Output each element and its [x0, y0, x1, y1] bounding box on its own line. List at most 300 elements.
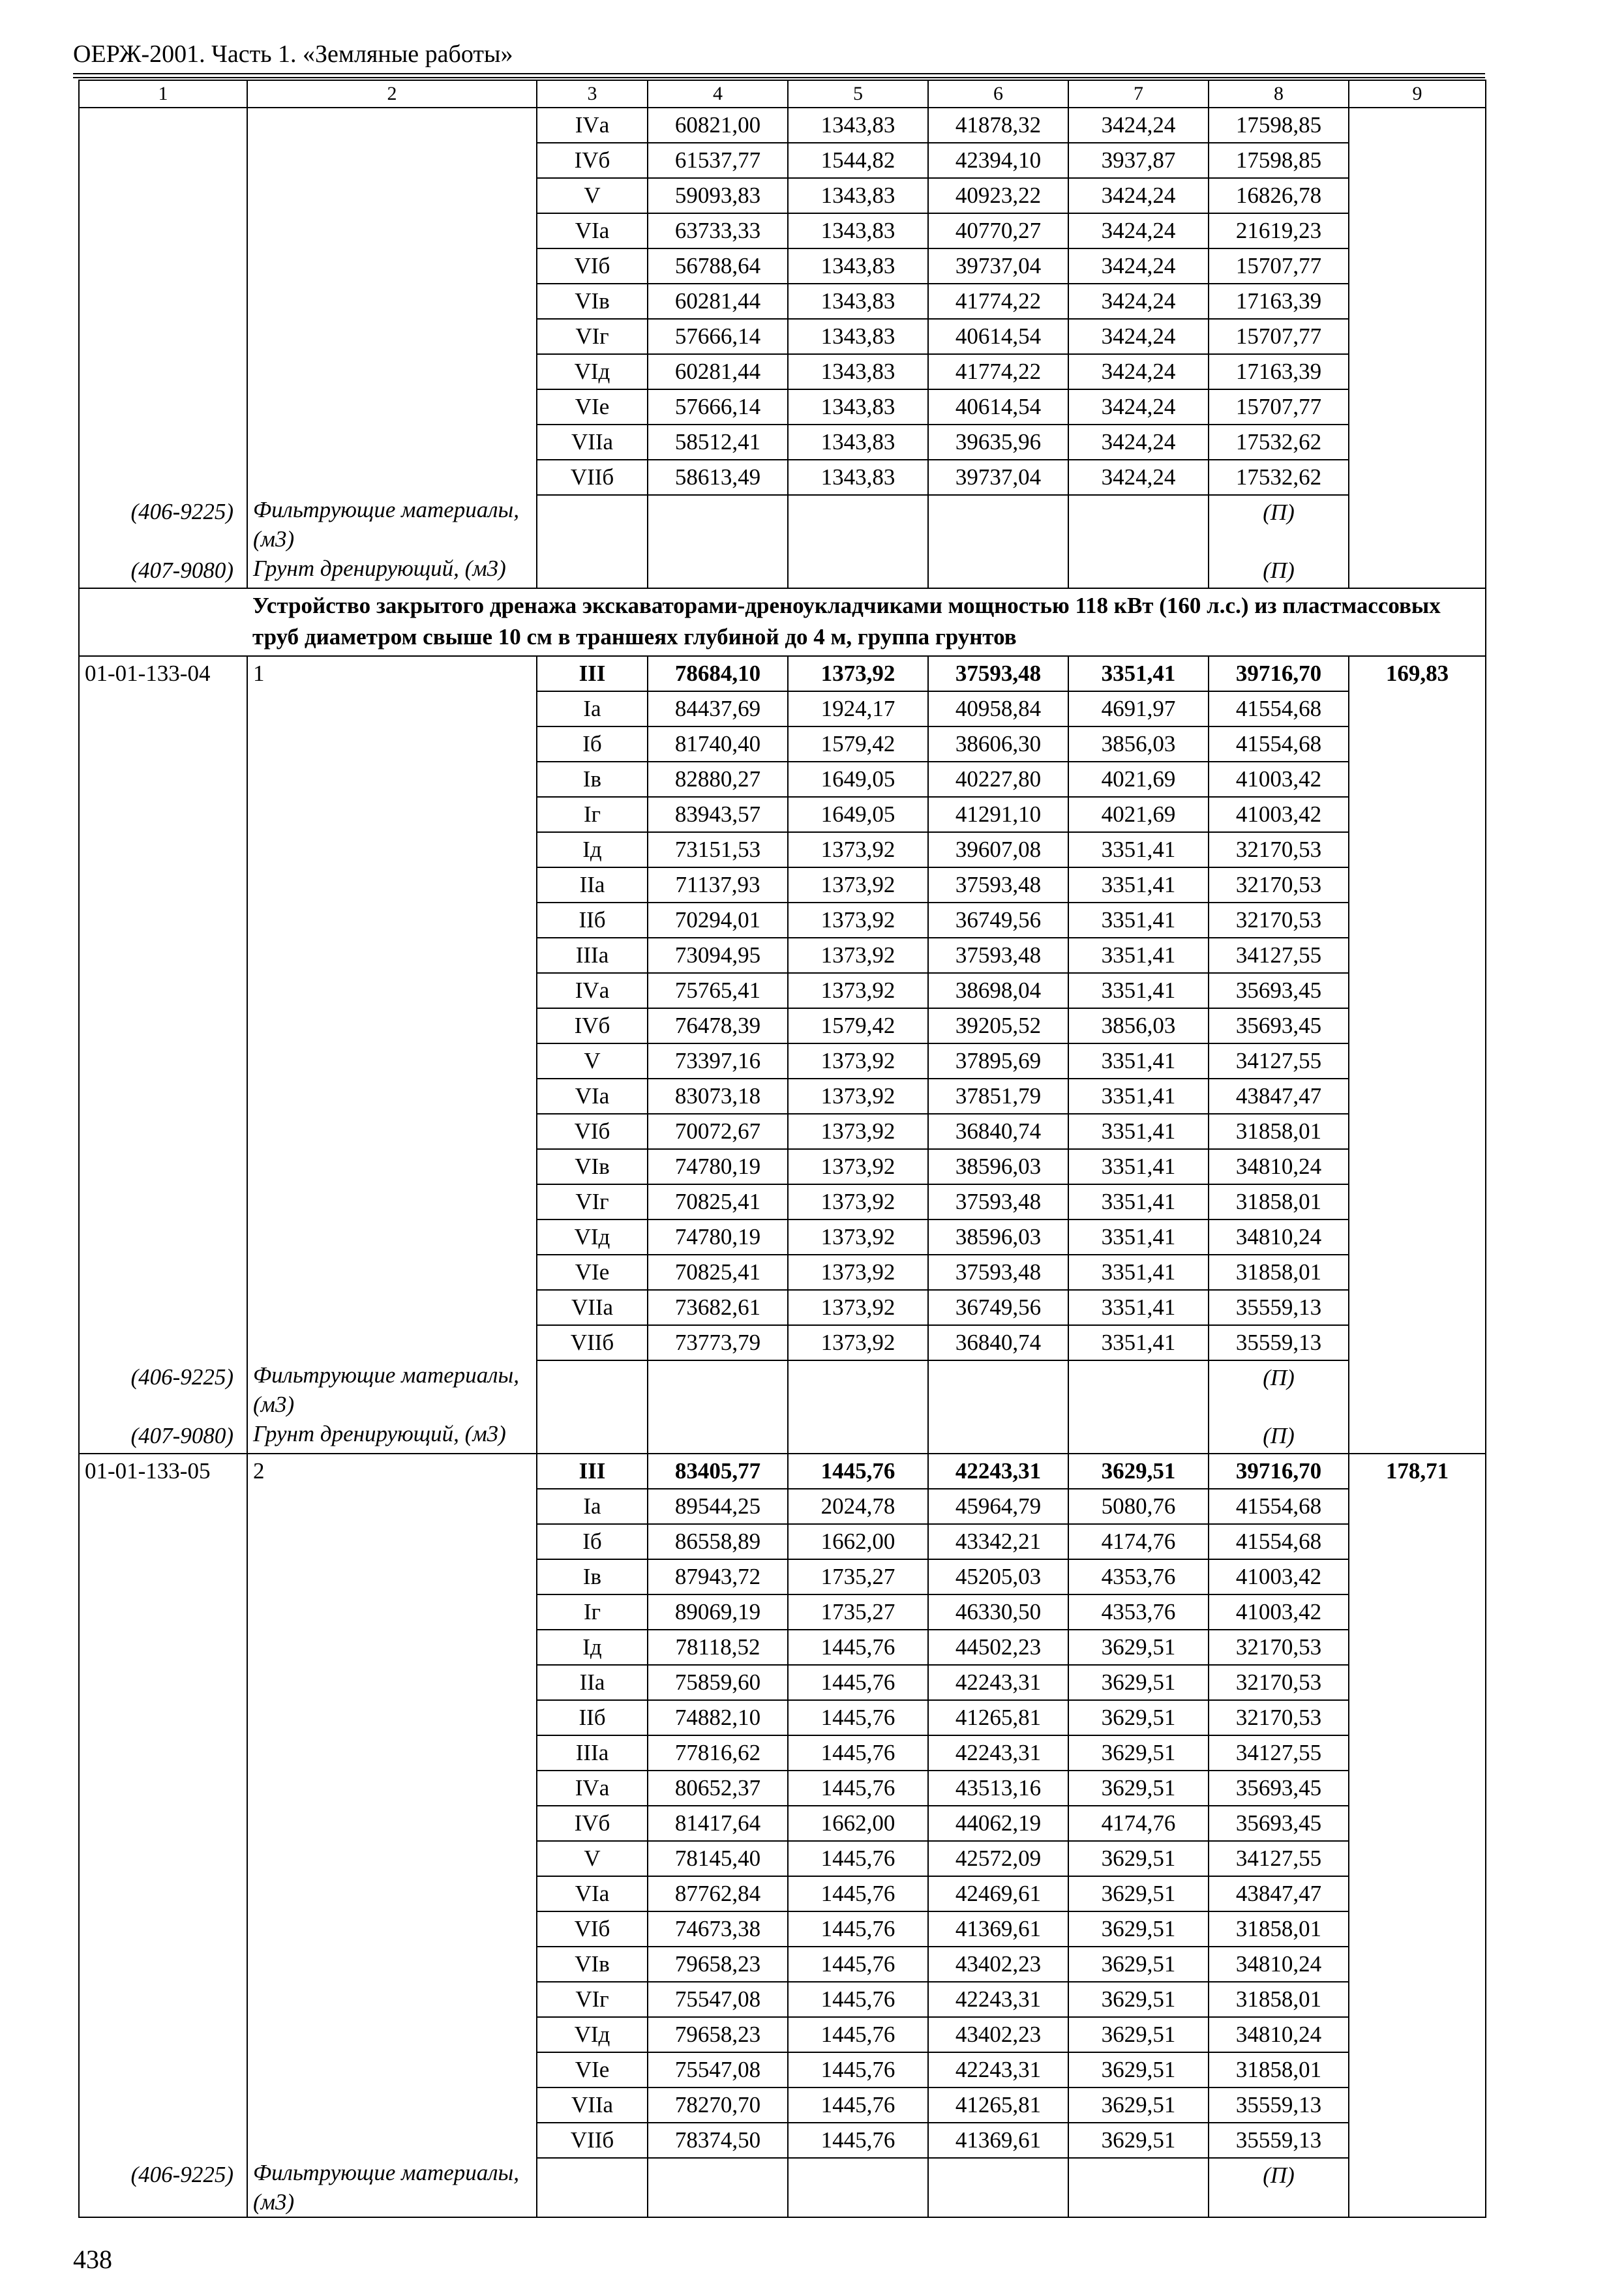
- value-cell: 60821,00: [648, 108, 788, 143]
- value-cell: 74673,38: [648, 1911, 788, 1947]
- empty-cell: [79, 1524, 247, 1559]
- soil-category: VIIб: [537, 460, 648, 495]
- table-row: [79, 1290, 1486, 1325]
- value-cell: 61537,77: [648, 143, 788, 178]
- soil-category: VIв: [537, 1149, 648, 1184]
- soil-category: IIIа: [537, 1735, 648, 1771]
- empty-cell: [247, 1325, 537, 1360]
- soil-category: V: [537, 178, 648, 213]
- value-cell: 78145,40: [648, 1841, 788, 1876]
- empty-cell: [247, 1594, 537, 1630]
- value-cell: 41003,42: [1209, 1594, 1349, 1630]
- table-row: [79, 867, 1486, 903]
- empty-cell: [1349, 1043, 1486, 1079]
- table-row: [79, 178, 1486, 213]
- material-mark: (П): [1209, 1419, 1349, 1454]
- empty-cell: [1349, 2123, 1486, 2158]
- material-row: [79, 554, 1486, 588]
- empty-cell: [79, 903, 247, 938]
- material-code: (406-9225): [79, 495, 247, 554]
- empty-cell: [1349, 1419, 1486, 1454]
- empty-cell: [79, 2123, 247, 2158]
- value-cell: 1373,92: [788, 1043, 928, 1079]
- empty-cell: [79, 1008, 247, 1043]
- empty-cell: [79, 797, 247, 832]
- table-row: [79, 1594, 1486, 1630]
- empty-cell: [247, 143, 537, 178]
- column-number: 2: [247, 80, 537, 108]
- value-cell: 1343,83: [788, 354, 928, 389]
- value-cell: 43402,23: [928, 2017, 1068, 2052]
- value-cell: 3351,41: [1068, 1290, 1209, 1325]
- empty-cell: [79, 108, 247, 143]
- value-cell: 38596,03: [928, 1219, 1068, 1255]
- empty-cell: [648, 495, 788, 554]
- empty-cell: [79, 2017, 247, 2052]
- empty-cell: [79, 1982, 247, 2017]
- material-mark: (П): [1209, 554, 1349, 588]
- soil-category: Iб: [537, 726, 648, 762]
- table-row: [79, 1876, 1486, 1911]
- empty-cell: [247, 1947, 537, 1982]
- soil-category: VIб: [537, 248, 648, 284]
- value-cell: 32170,53: [1209, 1700, 1349, 1735]
- value-cell: 1445,76: [788, 1665, 928, 1700]
- material-code: (407-9080): [79, 1419, 247, 1454]
- value-cell: 70825,41: [648, 1184, 788, 1219]
- value-cell: 42243,31: [928, 1735, 1068, 1771]
- empty-cell: [1349, 319, 1486, 354]
- value-cell: 42243,31: [928, 1982, 1068, 2017]
- value-cell: 3424,24: [1068, 108, 1209, 143]
- soil-category: IVб: [537, 143, 648, 178]
- value-cell: 1445,76: [788, 1876, 928, 1911]
- soil-category: Iд: [537, 832, 648, 867]
- empty-cell: [1349, 1489, 1486, 1524]
- value-cell: 34127,55: [1209, 1043, 1349, 1079]
- page-number: 438: [73, 2245, 112, 2274]
- rate-code: 01-01-133-04: [79, 656, 247, 691]
- empty-cell: [247, 1630, 537, 1665]
- empty-cell: [247, 1008, 537, 1043]
- empty-cell: [1349, 867, 1486, 903]
- column-number: 5: [788, 80, 928, 108]
- value-cell: 3629,51: [1068, 1771, 1209, 1806]
- value-cell: 4174,76: [1068, 1806, 1209, 1841]
- value-cell: 41265,81: [928, 2087, 1068, 2123]
- soil-category: VIе: [537, 1255, 648, 1290]
- value-cell: 1445,76: [788, 1947, 928, 1982]
- soil-category: VIIа: [537, 1290, 648, 1325]
- empty-cell: [1349, 1735, 1486, 1771]
- value-cell: 1445,76: [788, 2087, 928, 2123]
- empty-cell: [648, 1419, 788, 1454]
- value-cell: 1445,76: [788, 1735, 928, 1771]
- table-row: [79, 1454, 1486, 1489]
- empty-cell: [1349, 1700, 1486, 1735]
- empty-cell: [79, 213, 247, 248]
- value-cell: 3629,51: [1068, 1665, 1209, 1700]
- value-cell: 3351,41: [1068, 1255, 1209, 1290]
- header-rule: [73, 73, 1485, 78]
- empty-cell: [788, 1419, 928, 1454]
- value-cell: 44062,19: [928, 1806, 1068, 1841]
- empty-cell: [1349, 143, 1486, 178]
- soil-category: VIд: [537, 2017, 648, 2052]
- soil-category: Iд: [537, 1630, 648, 1665]
- value-cell: 43342,21: [928, 1524, 1068, 1559]
- empty-cell: [1349, 726, 1486, 762]
- value-cell: 1373,92: [788, 1079, 928, 1114]
- value-cell: 1373,92: [788, 973, 928, 1008]
- table-row: [79, 1489, 1486, 1524]
- value-cell: 70294,01: [648, 903, 788, 938]
- material-name: Грунт дренирующий, (м3): [247, 1419, 537, 1454]
- empty-cell: [79, 1841, 247, 1876]
- value-cell: 1445,76: [788, 1700, 928, 1735]
- value-cell: 74780,19: [648, 1219, 788, 1255]
- value-cell: 42469,61: [928, 1876, 1068, 1911]
- value-cell: 4353,76: [1068, 1594, 1209, 1630]
- table-row: [79, 1735, 1486, 1771]
- column-number: 3: [537, 80, 648, 108]
- empty-cell: [247, 248, 537, 284]
- soil-category: III: [537, 656, 648, 691]
- value-cell: 42572,09: [928, 1841, 1068, 1876]
- value-cell: 43513,16: [928, 1771, 1068, 1806]
- empty-cell: [1349, 1559, 1486, 1594]
- empty-cell: [1349, 108, 1486, 143]
- value-cell: 17598,85: [1209, 143, 1349, 178]
- empty-cell: [928, 495, 1068, 554]
- table-row: [79, 1665, 1486, 1700]
- empty-cell: [1068, 1419, 1209, 1454]
- empty-cell: [247, 726, 537, 762]
- value-cell: 86558,89: [648, 1524, 788, 1559]
- value-cell: 41774,22: [928, 354, 1068, 389]
- soil-category: Iб: [537, 1524, 648, 1559]
- empty-cell: [79, 1665, 247, 1700]
- value-cell: 37851,79: [928, 1079, 1068, 1114]
- material-row: [79, 2158, 1486, 2217]
- value-cell: 39737,04: [928, 248, 1068, 284]
- value-cell: 17598,85: [1209, 108, 1349, 143]
- value-cell: 74882,10: [648, 1700, 788, 1735]
- value-cell: 40614,54: [928, 319, 1068, 354]
- value-cell: 41554,68: [1209, 726, 1349, 762]
- soil-category: VIв: [537, 284, 648, 319]
- soil-category: VIIа: [537, 425, 648, 460]
- empty-cell: [247, 1219, 537, 1255]
- value-cell: 60281,44: [648, 284, 788, 319]
- value-cell: 17532,62: [1209, 460, 1349, 495]
- value-cell: 58613,49: [648, 460, 788, 495]
- soil-category: IVа: [537, 108, 648, 143]
- soil-category: VIа: [537, 213, 648, 248]
- empty-cell: [1349, 213, 1486, 248]
- empty-cell: [1349, 903, 1486, 938]
- empty-cell: [1349, 178, 1486, 213]
- value-cell: 1662,00: [788, 1524, 928, 1559]
- table-row: [79, 1630, 1486, 1665]
- empty-cell: [1068, 2158, 1209, 2217]
- empty-cell: [247, 797, 537, 832]
- table-row: [79, 1700, 1486, 1735]
- empty-cell: [247, 1700, 537, 1735]
- value-cell: 1373,92: [788, 1255, 928, 1290]
- value-cell: 87762,84: [648, 1876, 788, 1911]
- value-cell: 3629,51: [1068, 2052, 1209, 2087]
- value-cell: 70072,67: [648, 1114, 788, 1149]
- empty-cell: [79, 319, 247, 354]
- empty-cell: [79, 2052, 247, 2087]
- value-cell: 4174,76: [1068, 1524, 1209, 1559]
- table-row: [79, 1114, 1486, 1149]
- empty-cell: [247, 691, 537, 726]
- value-cell: 41554,68: [1209, 1524, 1349, 1559]
- value-cell: 74780,19: [648, 1149, 788, 1184]
- soil-category: VIIб: [537, 2123, 648, 2158]
- table-row: [79, 1911, 1486, 1947]
- value-cell: 1343,83: [788, 108, 928, 143]
- soil-category: VIIб: [537, 1325, 648, 1360]
- value-cell: 89069,19: [648, 1594, 788, 1630]
- empty-cell: [247, 1255, 537, 1290]
- value-cell: 57666,14: [648, 319, 788, 354]
- material-row: [79, 1360, 1486, 1419]
- empty-cell: [247, 2017, 537, 2052]
- table-row: [79, 2087, 1486, 2123]
- value-cell: 42394,10: [928, 143, 1068, 178]
- empty-cell: [79, 2087, 247, 2123]
- value-cell: 73773,79: [648, 1325, 788, 1360]
- table-row: [79, 1043, 1486, 1079]
- value-cell: 82880,27: [648, 762, 788, 797]
- value-cell: 39737,04: [928, 460, 1068, 495]
- value-cell: 76478,39: [648, 1008, 788, 1043]
- soil-group: 2: [247, 1454, 537, 1489]
- empty-cell: [1349, 2017, 1486, 2052]
- empty-cell: [1349, 1841, 1486, 1876]
- empty-cell: [648, 1360, 788, 1419]
- soil-category: VIа: [537, 1079, 648, 1114]
- table-row: [79, 460, 1486, 495]
- empty-cell: [247, 1489, 537, 1524]
- empty-cell: [1349, 1008, 1486, 1043]
- value-cell: 3629,51: [1068, 1700, 1209, 1735]
- value-cell: 36840,74: [928, 1114, 1068, 1149]
- soil-category: VIб: [537, 1114, 648, 1149]
- empty-cell: [247, 425, 537, 460]
- soil-category: IVа: [537, 973, 648, 1008]
- soil-category: VIг: [537, 1184, 648, 1219]
- soil-category: Iа: [537, 691, 648, 726]
- value-cell: 70825,41: [648, 1255, 788, 1290]
- value-cell: 46330,50: [928, 1594, 1068, 1630]
- value-cell: 1373,92: [788, 903, 928, 938]
- value-cell: 3629,51: [1068, 1876, 1209, 1911]
- value-cell: 41554,68: [1209, 691, 1349, 726]
- value-cell: 45205,03: [928, 1559, 1068, 1594]
- value-cell: 3424,24: [1068, 354, 1209, 389]
- value-cell: 37593,48: [928, 656, 1068, 691]
- empty-cell: [79, 691, 247, 726]
- empty-cell: [79, 460, 247, 495]
- value-cell: 1662,00: [788, 1806, 928, 1841]
- value-cell: 4353,76: [1068, 1559, 1209, 1594]
- value-cell: 3351,41: [1068, 1184, 1209, 1219]
- empty-cell: [247, 762, 537, 797]
- value-cell: 34810,24: [1209, 1149, 1349, 1184]
- empty-cell: [247, 2087, 537, 2123]
- empty-cell: [1349, 2087, 1486, 2123]
- value-cell: 1373,92: [788, 1184, 928, 1219]
- soil-category: IIIа: [537, 938, 648, 973]
- table-row: [79, 1219, 1486, 1255]
- section-title-row: [79, 588, 1486, 656]
- empty-cell: [537, 1419, 648, 1454]
- value-cell: 34810,24: [1209, 1947, 1349, 1982]
- value-cell: 35693,45: [1209, 1008, 1349, 1043]
- table-row: [79, 1079, 1486, 1114]
- value-cell: 81417,64: [648, 1806, 788, 1841]
- table-row: [79, 2017, 1486, 2052]
- table-row: [79, 2123, 1486, 2158]
- value-cell: 41774,22: [928, 284, 1068, 319]
- soil-category: VIе: [537, 2052, 648, 2087]
- value-cell: 57666,14: [648, 389, 788, 425]
- value-cell: 32170,53: [1209, 1630, 1349, 1665]
- value-cell: 34127,55: [1209, 1841, 1349, 1876]
- value-cell: 1649,05: [788, 797, 928, 832]
- value-cell: 3351,41: [1068, 1079, 1209, 1114]
- value-cell: 1445,76: [788, 2052, 928, 2087]
- value-cell: 79658,23: [648, 1947, 788, 1982]
- value-cell: 1445,76: [788, 1454, 928, 1489]
- empty-cell: [79, 1594, 247, 1630]
- value-cell: 1343,83: [788, 319, 928, 354]
- empty-cell: [788, 495, 928, 554]
- empty-cell: [247, 1149, 537, 1184]
- table-row: [79, 1255, 1486, 1290]
- value-cell: 35559,13: [1209, 1290, 1349, 1325]
- value-cell: 2024,78: [788, 1489, 928, 1524]
- table-row: [79, 1008, 1486, 1043]
- value-cell: 78374,50: [648, 2123, 788, 2158]
- empty-cell: [247, 1876, 537, 1911]
- table-row: [79, 143, 1486, 178]
- soil-category: IIа: [537, 867, 648, 903]
- empty-cell: [648, 554, 788, 588]
- value-cell: 34810,24: [1209, 1219, 1349, 1255]
- empty-cell: [79, 1184, 247, 1219]
- table-row: [79, 354, 1486, 389]
- empty-cell: [537, 495, 648, 554]
- empty-cell: [79, 284, 247, 319]
- value-cell: 1373,92: [788, 832, 928, 867]
- material-code: (406-9225): [79, 1360, 247, 1419]
- value-cell: 3629,51: [1068, 1454, 1209, 1489]
- table-row: [79, 903, 1486, 938]
- soil-category: VIг: [537, 319, 648, 354]
- value-cell: 3351,41: [1068, 1219, 1209, 1255]
- table-row: [79, 2052, 1486, 2087]
- empty-cell: [1349, 1524, 1486, 1559]
- value-cell: 40958,84: [928, 691, 1068, 726]
- value-cell: 41369,61: [928, 2123, 1068, 2158]
- empty-cell: [1349, 762, 1486, 797]
- value-cell: 41554,68: [1209, 1489, 1349, 1524]
- value-cell: 4021,69: [1068, 762, 1209, 797]
- column-number: 8: [1209, 80, 1349, 108]
- empty-cell: [537, 1360, 648, 1419]
- value-cell: 5080,76: [1068, 1489, 1209, 1524]
- table-row: [79, 284, 1486, 319]
- soil-category: IIа: [537, 1665, 648, 1700]
- value-cell: 32170,53: [1209, 867, 1349, 903]
- empty-cell: [247, 389, 537, 425]
- empty-cell: [1349, 1876, 1486, 1911]
- table-row: [79, 425, 1486, 460]
- empty-cell: [928, 1419, 1068, 1454]
- empty-cell: [1349, 389, 1486, 425]
- table-row: [79, 726, 1486, 762]
- value-cell: 73682,61: [648, 1290, 788, 1325]
- table-row: [79, 938, 1486, 973]
- soil-category: VIIа: [537, 2087, 648, 2123]
- empty-cell: [1349, 1255, 1486, 1290]
- empty-cell: [247, 1771, 537, 1806]
- value-cell: 80652,37: [648, 1771, 788, 1806]
- value-cell: 1735,27: [788, 1559, 928, 1594]
- empty-cell: [1349, 1325, 1486, 1360]
- labor-cost: 169,83: [1349, 656, 1486, 691]
- value-cell: 3937,87: [1068, 143, 1209, 178]
- value-cell: 73094,95: [648, 938, 788, 973]
- value-cell: 3351,41: [1068, 1043, 1209, 1079]
- empty-cell: [79, 425, 247, 460]
- empty-cell: [247, 832, 537, 867]
- table-row: [79, 1184, 1486, 1219]
- value-cell: 73151,53: [648, 832, 788, 867]
- empty-cell: [928, 1360, 1068, 1419]
- empty-cell: [79, 973, 247, 1008]
- table-row: [79, 1524, 1486, 1559]
- column-number: 6: [928, 80, 1068, 108]
- empty-cell: [1349, 1594, 1486, 1630]
- empty-cell: [247, 460, 537, 495]
- value-cell: 1445,76: [788, 2123, 928, 2158]
- soil-category: VIб: [537, 1911, 648, 1947]
- value-cell: 39716,70: [1209, 1454, 1349, 1489]
- empty-cell: [1349, 2158, 1486, 2217]
- soil-category: VIд: [537, 1219, 648, 1255]
- value-cell: 75859,60: [648, 1665, 788, 1700]
- material-code: (407-9080): [79, 554, 247, 588]
- table-row: [79, 797, 1486, 832]
- value-cell: 1445,76: [788, 1841, 928, 1876]
- value-cell: 1924,17: [788, 691, 928, 726]
- material-name: Фильтрующие материалы, (м3): [247, 495, 537, 554]
- value-cell: 79658,23: [648, 2017, 788, 2052]
- value-cell: 56788,64: [648, 248, 788, 284]
- value-cell: 78684,10: [648, 656, 788, 691]
- empty-cell: [79, 1806, 247, 1841]
- value-cell: 75547,08: [648, 1982, 788, 2017]
- empty-cell: [247, 354, 537, 389]
- empty-cell: [1349, 1114, 1486, 1149]
- empty-cell: [788, 1360, 928, 1419]
